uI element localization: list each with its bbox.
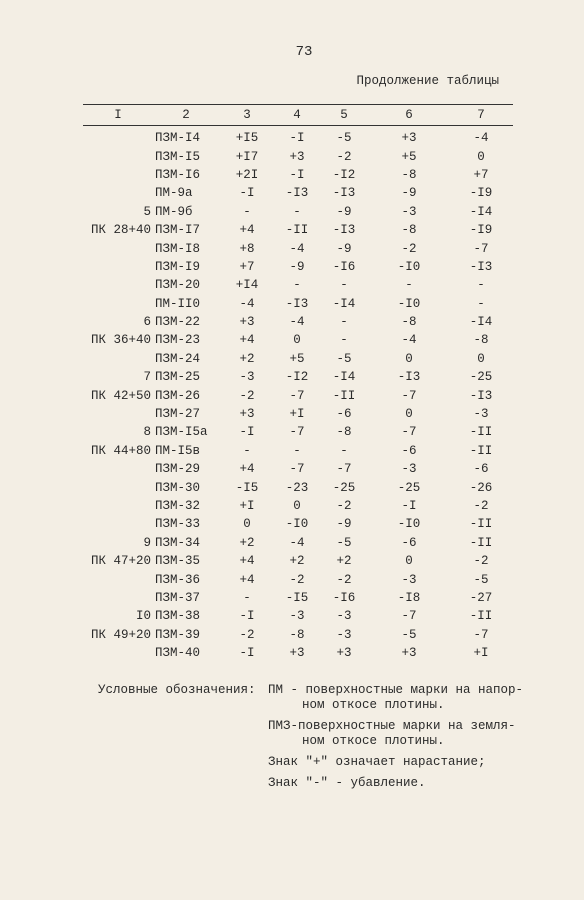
table-row (83, 626, 513, 644)
table-cell: ПМ-II0 (155, 296, 201, 311)
table-cell (83, 276, 153, 294)
table-cell: -8 (473, 333, 489, 348)
legend-line: ном откосе плотины. (302, 698, 445, 712)
table-row (83, 331, 513, 349)
table-cell: -23 (285, 480, 309, 495)
table-cell: ПЗМ-36 (155, 572, 201, 587)
table-cell: - (340, 443, 348, 458)
table-cell: -I6 (332, 590, 356, 605)
table-cell: 0 (405, 351, 413, 366)
table-cell: +I4 (235, 278, 259, 293)
table-cell (83, 147, 153, 165)
column-header: 6 (369, 105, 449, 126)
table-cell: +5 (401, 149, 417, 164)
table-cell (83, 350, 153, 368)
table-cell: ПЗМ-23 (155, 333, 201, 348)
table-cell: ПЗМ-25 (155, 370, 201, 385)
table-cell: -I9 (469, 223, 493, 238)
table-cell: -3 (336, 609, 352, 624)
table-row (83, 460, 513, 478)
table-cell (83, 478, 153, 496)
table-cell: +4 (239, 462, 255, 477)
table-cell: -2 (336, 572, 352, 587)
table-cell: ПЗМ-34 (155, 535, 201, 550)
table-cell: -5 (336, 351, 352, 366)
column-header: 2 (153, 105, 219, 126)
table-cell: 0 (405, 407, 413, 422)
table-cell: -3 (473, 407, 489, 422)
table-cell: +I (239, 499, 255, 513)
table-cell: -6 (401, 443, 417, 458)
table-cell: ПЗМ-I9 (155, 259, 201, 274)
table-cell: -26 (469, 480, 493, 495)
table-cell: -I8 (397, 590, 421, 605)
table-cell: - (405, 278, 413, 293)
table-cell: +3 (289, 646, 305, 661)
table-cell: -I4 (332, 296, 356, 311)
legend-entry (268, 776, 533, 791)
table-cell: 0 (405, 554, 413, 569)
table-cell: - (477, 296, 485, 311)
table-cell: -I4 (469, 315, 493, 330)
table-cell: +I5 (235, 131, 259, 146)
legend (98, 683, 533, 797)
table-cell: ПК 36+40 (90, 333, 151, 348)
table-cell: 0 (293, 499, 301, 513)
table-cell: ПЗМ-32 (155, 499, 201, 513)
table-row (83, 589, 513, 607)
table-cell: -7 (473, 627, 489, 642)
table-cell: -I0 (285, 517, 309, 532)
table-cell: -5 (401, 627, 417, 642)
table-cell: +2 (239, 535, 255, 550)
table-cell: -II (469, 535, 493, 550)
table-cell: - (243, 443, 251, 458)
table-cell (83, 126, 153, 148)
table-cell: -I9 (469, 186, 493, 201)
table-cell: -II (332, 388, 356, 403)
table-cell: ПЗМ-I8 (155, 241, 201, 256)
page-number: 73 (295, 44, 313, 60)
table-cell: -3 (336, 627, 352, 642)
table-cell: -I (239, 186, 255, 201)
table-cell: -5 (336, 131, 352, 146)
column-header: 5 (319, 105, 369, 126)
table-cell: -3 (289, 609, 305, 624)
table-cell: -I3 (332, 186, 356, 201)
table-cell: -7 (401, 609, 417, 624)
table-cell: ПК 42+50 (90, 388, 151, 403)
table-cell: ПЗМ-37 (155, 590, 201, 605)
table-cell: ПК 44+80 (90, 443, 151, 458)
table-cell: ПЗМ-38 (155, 609, 201, 624)
table-row (83, 239, 513, 257)
table-cell (83, 589, 153, 607)
table-cell: -4 (239, 296, 255, 311)
table-cell: +I (289, 407, 305, 422)
table-cell: +3 (239, 407, 255, 422)
table-cell: ПЗМ-24 (155, 351, 201, 366)
table-cell: -7 (401, 388, 417, 403)
table-cell: - (477, 278, 485, 293)
table-cell: -7 (289, 388, 305, 403)
table-cell: -25 (332, 480, 356, 495)
table-cell: -I3 (397, 370, 421, 385)
table-cell: -I5 (285, 590, 309, 605)
table-cell (83, 460, 153, 478)
table-cell: -2 (239, 627, 255, 642)
table-cell: 7 (143, 370, 151, 385)
table-cell: -9 (336, 204, 352, 219)
table-cell: -II (285, 223, 309, 238)
table-cell: -8 (401, 167, 417, 182)
legend-line: Знак "-" - убавление. (268, 776, 426, 790)
table-cell: - (293, 204, 301, 219)
table-cell: 0 (293, 333, 301, 348)
table-cell: -2 (473, 554, 489, 569)
table-cell: +4 (239, 333, 255, 348)
table-cell (83, 644, 153, 662)
table-cell: -8 (401, 223, 417, 238)
table-cell: -2 (473, 499, 489, 513)
table-row (83, 126, 513, 148)
table-cell: +2 (239, 351, 255, 366)
table-cell: - (293, 278, 301, 293)
table-row (83, 497, 513, 515)
table-row (83, 368, 513, 386)
table-cell: +4 (239, 572, 255, 587)
column-header: 3 (219, 105, 275, 126)
table-cell: +3 (289, 149, 305, 164)
table-cell: +2 (336, 554, 352, 569)
column-header: 7 (449, 105, 513, 126)
table-cell: -I0 (397, 296, 421, 311)
table-cell: -I5 (235, 480, 259, 495)
legend-line: Знак "+" означает нарастание; (268, 755, 486, 769)
table-cell: -I (239, 425, 255, 440)
table-cell: -I3 (332, 223, 356, 238)
table-cell: -4 (473, 131, 489, 146)
legend-title: Условные обозначения: (98, 683, 256, 697)
table-cell: ПЗМ-I7 (155, 223, 201, 238)
table-cell: ПМ-9а (155, 186, 193, 201)
table-body (83, 126, 513, 663)
continuation-label: Продолжение таблицы (356, 74, 499, 88)
table-cell: -4 (289, 535, 305, 550)
table-cell (83, 497, 153, 515)
table-cell: +4 (239, 223, 255, 238)
table-cell: ПК 47+20 (90, 554, 151, 569)
table-cell: -2 (336, 499, 352, 513)
table-row (83, 386, 513, 404)
table-cell: -25 (469, 370, 493, 385)
table-cell: I0 (135, 609, 151, 624)
table-cell: -2 (401, 241, 417, 256)
table-cell: - (340, 315, 348, 330)
table-row (83, 221, 513, 239)
table-row (83, 423, 513, 441)
table-cell: - (340, 278, 348, 293)
table-cell: ПЗМ-I5а (155, 425, 208, 440)
table-cell: ПЗМ-I6 (155, 167, 201, 182)
table-cell: -I4 (469, 204, 493, 219)
table-cell: - (340, 333, 348, 348)
table-cell (83, 166, 153, 184)
table-row (83, 552, 513, 570)
table-cell: +3 (336, 646, 352, 661)
table-cell: -I3 (285, 296, 309, 311)
table-cell: +2 (289, 554, 305, 569)
table-cell: +I7 (235, 149, 259, 164)
table-cell: ПЗМ-I5 (155, 149, 201, 164)
table-cell: -6 (336, 407, 352, 422)
table-cell (83, 258, 153, 276)
table-cell: -2 (289, 572, 305, 587)
table-cell: +3 (401, 646, 417, 661)
table-cell: 0 (477, 351, 485, 366)
table-row (83, 534, 513, 552)
table-cell: - (293, 443, 301, 458)
table-cell: ПЗМ-29 (155, 462, 201, 477)
table-cell: 8 (143, 425, 151, 440)
legend-entry (268, 683, 533, 713)
table-cell: -9 (336, 517, 352, 532)
table-cell: -I (239, 609, 255, 624)
table-cell: +3 (239, 315, 255, 330)
table-cell: - (243, 590, 251, 605)
table-cell: -9 (289, 259, 305, 274)
table-row (83, 147, 513, 165)
table-cell: -I (289, 167, 305, 182)
table-cell: ПЗМ-40 (155, 646, 201, 661)
table-cell: -I0 (397, 259, 421, 274)
table-cell: ПЗМ-22 (155, 315, 201, 330)
table-cell: ПЗМ-35 (155, 554, 201, 569)
table-cell (83, 239, 153, 257)
column-header: 4 (275, 105, 319, 126)
table-cell: -II (469, 443, 493, 458)
table-cell: ПЗМ-20 (155, 278, 201, 293)
table-row (83, 644, 513, 662)
table-cell: +8 (239, 241, 255, 256)
table-cell: ПМ-9б (155, 204, 193, 219)
table-cell: -4 (289, 241, 305, 256)
table-cell: - (243, 204, 251, 219)
table-cell: -3 (401, 462, 417, 477)
table-cell: -I (239, 646, 255, 661)
table-cell: -9 (336, 241, 352, 256)
table-cell: ПМ-I5в (155, 443, 201, 458)
table-cell (83, 295, 153, 313)
table-row (83, 607, 513, 625)
table-row (83, 166, 513, 184)
table-cell: -3 (401, 572, 417, 587)
table-cell: -7 (336, 462, 352, 477)
table-cell: -5 (473, 572, 489, 587)
table-cell: ПК 28+40 (90, 223, 151, 238)
table-cell (83, 570, 153, 588)
legend-entry (268, 719, 533, 749)
table-cell: -8 (401, 315, 417, 330)
legend-line: ПМ - поверхностные марки на напор- (268, 683, 524, 697)
table-row (83, 478, 513, 496)
table-header-row (83, 105, 513, 126)
measurement-table (83, 104, 513, 662)
table-cell: ПЗМ-27 (155, 407, 201, 422)
table-cell: -7 (289, 462, 305, 477)
table-cell: -I (401, 499, 417, 513)
table-cell: -8 (289, 627, 305, 642)
table-cell: -7 (401, 425, 417, 440)
table-cell: 0 (477, 149, 485, 164)
table-cell: -I6 (332, 259, 356, 274)
table-cell: +2I (235, 167, 259, 182)
table-cell: -7 (473, 241, 489, 256)
table-cell: -I2 (332, 167, 356, 182)
legend-line: ном откосе плотины. (302, 734, 445, 748)
table-cell (83, 405, 153, 423)
table-row (83, 276, 513, 294)
table-cell: -I3 (469, 388, 493, 403)
table-cell: -I3 (469, 259, 493, 274)
table-row (83, 203, 513, 221)
table-cell: -I4 (332, 370, 356, 385)
table-row (83, 515, 513, 533)
table-cell: -7 (289, 425, 305, 440)
table-cell: -6 (473, 462, 489, 477)
table-cell: ПК 49+20 (90, 627, 151, 642)
table-cell: +3 (401, 131, 417, 146)
table-row (83, 295, 513, 313)
legend-entries (268, 683, 533, 797)
table-row (83, 184, 513, 202)
table-cell: ПЗМ-26 (155, 388, 201, 403)
table-cell: -4 (289, 315, 305, 330)
table-cell: -9 (401, 186, 417, 201)
table-cell: 9 (143, 535, 151, 550)
table-cell: -3 (401, 204, 417, 219)
table-cell: -II (469, 517, 493, 532)
table-cell: ПЗМ-I4 (155, 131, 201, 146)
table-cell: ПЗМ-30 (155, 480, 201, 495)
legend-line: ПМЗ-поверхностные марки на земля- (268, 719, 516, 733)
table-cell: -I2 (285, 370, 309, 385)
table-cell: -I3 (285, 186, 309, 201)
table-cell: +7 (239, 259, 255, 274)
table-cell: +4 (239, 554, 255, 569)
table-cell: -8 (336, 425, 352, 440)
table-cell (83, 515, 153, 533)
table-cell: ПЗМ-33 (155, 517, 201, 532)
table-cell: -25 (397, 480, 421, 495)
table-row (83, 570, 513, 588)
table-cell: -I0 (397, 517, 421, 532)
table-cell: 0 (243, 517, 251, 532)
table-cell: -2 (336, 149, 352, 164)
table-cell: ПЗМ-39 (155, 627, 201, 642)
legend-entry (268, 755, 533, 770)
table-cell: -I (289, 131, 305, 146)
table-cell: +5 (289, 351, 305, 366)
table-cell: 5 (143, 204, 151, 219)
table-cell: -4 (401, 333, 417, 348)
table-row (83, 258, 513, 276)
table-cell: -6 (401, 535, 417, 550)
table-cell: -5 (336, 535, 352, 550)
table-cell: -3 (239, 370, 255, 385)
table-cell: 6 (143, 315, 151, 330)
table-cell: -27 (469, 590, 493, 605)
table-row (83, 313, 513, 331)
table-cell: -II (469, 425, 493, 440)
table-cell: +7 (473, 167, 489, 182)
table-cell: -2 (239, 388, 255, 403)
table-row (83, 405, 513, 423)
table-cell: -II (469, 609, 493, 624)
column-header: I (83, 105, 153, 126)
table-row (83, 350, 513, 368)
table-row (83, 442, 513, 460)
table-cell (83, 184, 153, 202)
table-cell: +I (473, 646, 489, 661)
